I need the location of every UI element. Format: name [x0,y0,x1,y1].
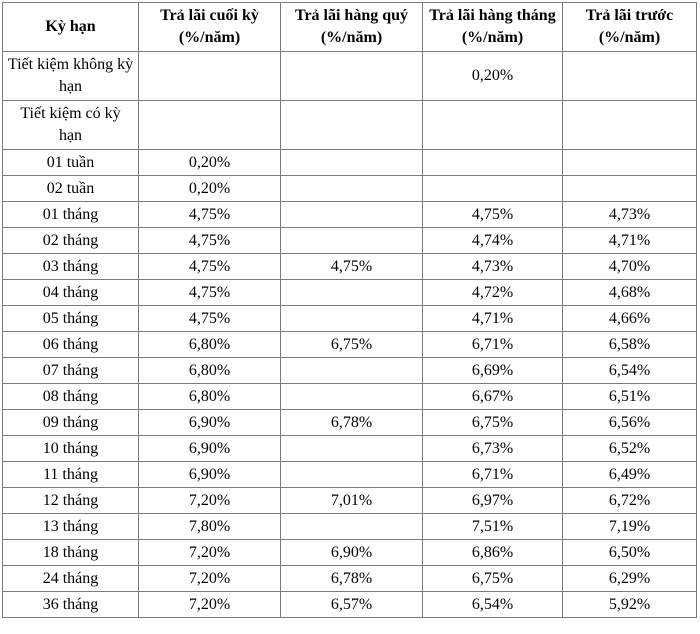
cell-end-of-term: 7,20% [139,566,281,592]
cell-quarterly: 6,90% [281,540,423,566]
cell-upfront: 6,52% [563,436,697,462]
cell-end-of-term: 4,75% [139,254,281,280]
table-row [3,488,697,514]
cell-end-of-term: 6,80% [139,358,281,384]
cell-end-of-term [139,101,281,150]
cell-quarterly [281,358,423,384]
cell-quarterly: 7,01% [281,488,423,514]
cell-upfront: 6,29% [563,566,697,592]
cell-end-of-term: 6,80% [139,384,281,410]
header-row [3,3,697,52]
cell-monthly: 6,75% [423,566,563,592]
cell-upfront: 4,68% [563,280,697,306]
cell-upfront: 4,66% [563,306,697,332]
cell-term: Tiết kiệm không kỳ hạn [3,52,139,101]
cell-term: 09 tháng [3,410,139,436]
cell-quarterly [281,280,423,306]
cell-monthly: 6,73% [423,436,563,462]
cell-term: 02 tháng [3,228,139,254]
cell-monthly: 6,69% [423,358,563,384]
cell-term: 13 tháng [3,514,139,540]
cell-monthly: 6,71% [423,462,563,488]
header-end-of-term: Trả lãi cuối kỳ (%/năm) [139,3,281,52]
cell-quarterly: 4,75% [281,254,423,280]
cell-term: 06 tháng [3,332,139,358]
cell-upfront: 6,72% [563,488,697,514]
cell-monthly: 7,51% [423,514,563,540]
table-row [3,150,697,176]
cell-monthly: 6,67% [423,384,563,410]
table-row [3,280,697,306]
cell-quarterly [281,228,423,254]
cell-monthly [423,150,563,176]
table-row [3,202,697,228]
cell-quarterly: 6,75% [281,332,423,358]
cell-upfront: 6,56% [563,410,697,436]
cell-quarterly [281,514,423,540]
table-row [3,566,697,592]
cell-monthly: 6,75% [423,410,563,436]
cell-quarterly [281,462,423,488]
cell-term: 24 tháng [3,566,139,592]
cell-end-of-term: 7,80% [139,514,281,540]
cell-upfront: 4,71% [563,228,697,254]
cell-term: 02 tuần [3,176,139,202]
table-row [3,52,697,101]
header-monthly: Trả lãi hàng tháng (%/năm) [423,3,563,52]
table-row [3,101,697,150]
cell-term: 04 tháng [3,280,139,306]
cell-term: 12 tháng [3,488,139,514]
cell-end-of-term: 4,75% [139,280,281,306]
table-row [3,384,697,410]
cell-quarterly [281,101,423,150]
cell-quarterly [281,150,423,176]
table-row [3,306,697,332]
cell-upfront [563,52,697,101]
cell-monthly: 0,20% [423,52,563,101]
cell-upfront: 5,92% [563,592,697,618]
table-row [3,332,697,358]
cell-term: 08 tháng [3,384,139,410]
cell-term: 10 tháng [3,436,139,462]
table-row [3,254,697,280]
cell-term: 03 tháng [3,254,139,280]
cell-monthly [423,176,563,202]
cell-upfront: 4,73% [563,202,697,228]
cell-term: 36 tháng [3,592,139,618]
cell-monthly: 6,86% [423,540,563,566]
table-row [3,462,697,488]
cell-end-of-term: 0,20% [139,176,281,202]
cell-monthly: 4,71% [423,306,563,332]
cell-monthly: 6,97% [423,488,563,514]
cell-quarterly: 6,78% [281,566,423,592]
cell-end-of-term: 6,90% [139,462,281,488]
cell-monthly: 4,74% [423,228,563,254]
table-body [3,52,697,618]
cell-upfront: 6,51% [563,384,697,410]
cell-monthly: 4,75% [423,202,563,228]
cell-term: 07 tháng [3,358,139,384]
cell-quarterly [281,52,423,101]
cell-end-of-term: 4,75% [139,202,281,228]
cell-term: 11 tháng [3,462,139,488]
cell-end-of-term: 0,20% [139,150,281,176]
cell-upfront: 6,54% [563,358,697,384]
cell-upfront: 6,58% [563,332,697,358]
table-row [3,176,697,202]
cell-monthly [423,101,563,150]
header-quarterly: Trả lãi hàng quý (%/năm) [281,3,423,52]
cell-upfront: 6,50% [563,540,697,566]
cell-term: Tiết kiệm có kỳ hạn [3,101,139,150]
cell-end-of-term: 7,20% [139,540,281,566]
cell-term: 01 tuần [3,150,139,176]
cell-upfront: 6,49% [563,462,697,488]
cell-quarterly [281,384,423,410]
cell-end-of-term: 7,20% [139,592,281,618]
cell-end-of-term: 6,80% [139,332,281,358]
table-row [3,228,697,254]
cell-end-of-term: 4,75% [139,228,281,254]
table-row [3,514,697,540]
table-row [3,592,697,618]
table-row [3,410,697,436]
cell-term: 01 tháng [3,202,139,228]
interest-rate-table [2,2,697,618]
cell-quarterly: 6,57% [281,592,423,618]
cell-quarterly [281,176,423,202]
cell-quarterly: 6,78% [281,410,423,436]
cell-term: 18 tháng [3,540,139,566]
cell-end-of-term: 4,75% [139,306,281,332]
cell-quarterly [281,436,423,462]
cell-quarterly [281,306,423,332]
cell-end-of-term: 7,20% [139,488,281,514]
cell-monthly: 6,71% [423,332,563,358]
cell-term: 05 tháng [3,306,139,332]
cell-quarterly [281,202,423,228]
cell-monthly: 4,73% [423,254,563,280]
cell-end-of-term [139,52,281,101]
cell-upfront [563,150,697,176]
cell-upfront: 7,19% [563,514,697,540]
cell-upfront [563,101,697,150]
table-row [3,540,697,566]
header-term: Kỳ hạn [3,3,139,52]
header-upfront: Trả lãi trước (%/năm) [563,3,697,52]
cell-upfront [563,176,697,202]
cell-end-of-term: 6,90% [139,410,281,436]
cell-monthly: 4,72% [423,280,563,306]
cell-end-of-term: 6,90% [139,436,281,462]
cell-upfront: 4,70% [563,254,697,280]
table-row [3,358,697,384]
cell-monthly: 6,54% [423,592,563,618]
table-row [3,436,697,462]
